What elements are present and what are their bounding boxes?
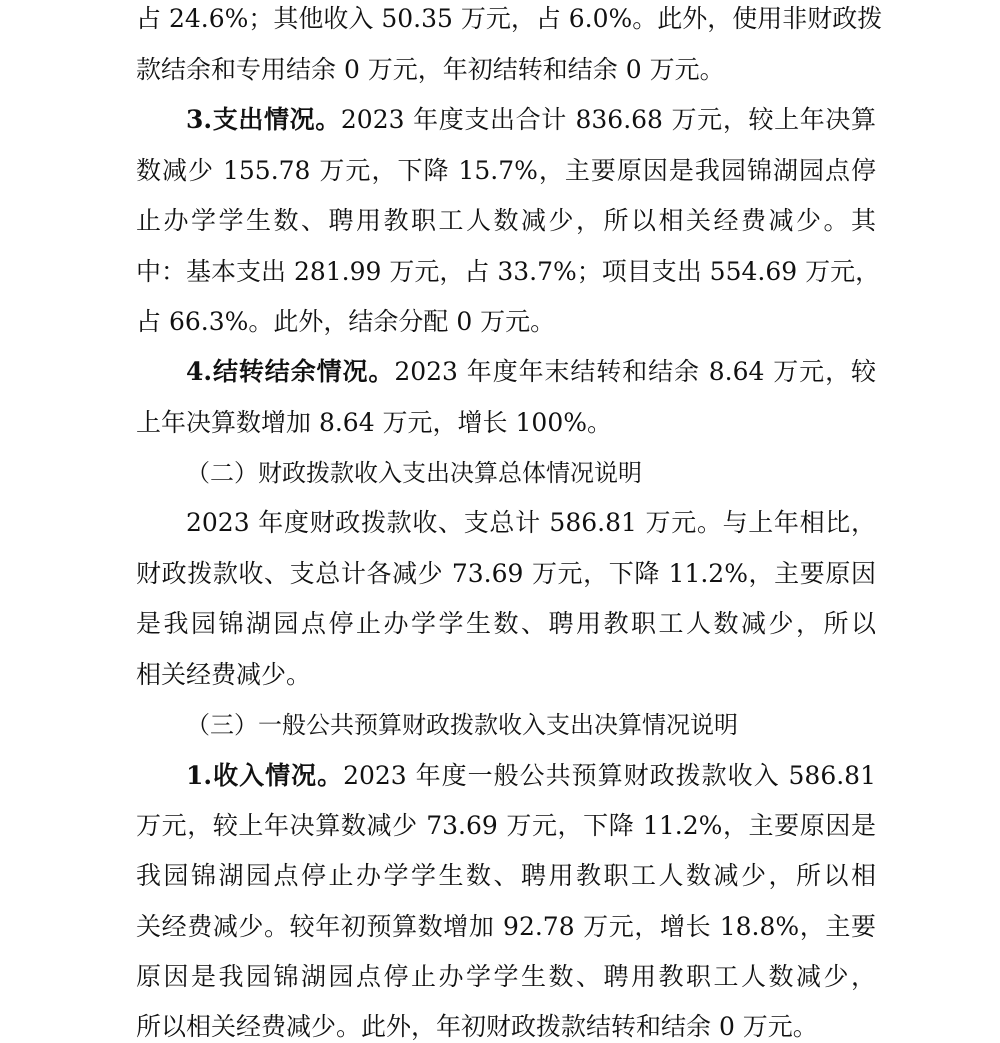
paragraph-line: 相关经费减少。 (136, 660, 312, 689)
section-heading: （三）一般公共预算财政拨款收入支出决算情况说明 (186, 711, 738, 739)
paragraph-line: 财政拨款收、支总计各减少 73.69 万元，下降 11.2%，主要原因 (136, 559, 876, 588)
paragraph-line: 2023 年度财政拨款收、支总计 586.81 万元。与上年相比， (186, 508, 876, 537)
paragraph-line: 万元，较上年决算数减少 73.69 万元，下降 11.2%，主要原因是 (136, 811, 876, 840)
paragraph-line: 是我园锦湖园点停止办学学生数、聘用教职工人数减少，所以 (136, 609, 876, 638)
paragraph-text: 2023 年度支出合计 836.68 万元，较上年决算 (340, 105, 876, 134)
section-heading: （二）财政拨款收入支出决算总体情况说明 (186, 459, 642, 487)
section-lead: 1.收入情况。 (186, 761, 344, 790)
paragraph-line: 我园锦湖园点停止办学学生数、聘用教职工人数减少，所以相 (136, 861, 876, 890)
paragraph-line: 止办学学生数、聘用教职工人数减少，所以相关经费减少。其 (136, 206, 876, 235)
paragraph-line: 中：基本支出 281.99 万元，占 33.7%；项目支出 554.69 万元， (136, 257, 881, 286)
paragraph-line (186, 761, 876, 791)
paragraph-line: 原因是我园锦湖园点停止办学学生数、聘用教职工人数减少， (136, 962, 876, 991)
paragraph-line: 占 24.6%；其他收入 50.35 万元，占 6.0%。此外，使用非财政拨 (136, 4, 883, 33)
section-lead: 3.支出情况。 (186, 105, 341, 134)
section-lead: 4.结转结余情况。 (186, 357, 395, 386)
paragraph-line: 数减少 155.78 万元，下降 15.7%，主要原因是我园锦湖园点停 (136, 156, 876, 185)
paragraph-line (186, 357, 876, 387)
paragraph-line (186, 105, 876, 135)
paragraph-line: 占 66.3%。此外，结余分配 0 万元。 (136, 307, 556, 336)
paragraph-line: 关经费减少。较年初预算数增加 92.78 万元，增长 18.8%，主要 (136, 912, 876, 941)
paragraph-line: 所以相关经费减少。此外，年初财政拨款结转和结余 0 万元。 (136, 1012, 818, 1041)
paragraph-text: 2023 年度一般公共预算财政拨款收入 586.81 (343, 761, 876, 790)
paragraph-text: 2023 年度年末结转和结余 8.64 万元，较 (394, 357, 876, 386)
paragraph-line: 款结余和专用结余 0 万元，年初结转和结余 0 万元。 (136, 55, 725, 84)
paragraph-line: 上年决算数增加 8.64 万元，增长 100%。 (136, 408, 612, 437)
